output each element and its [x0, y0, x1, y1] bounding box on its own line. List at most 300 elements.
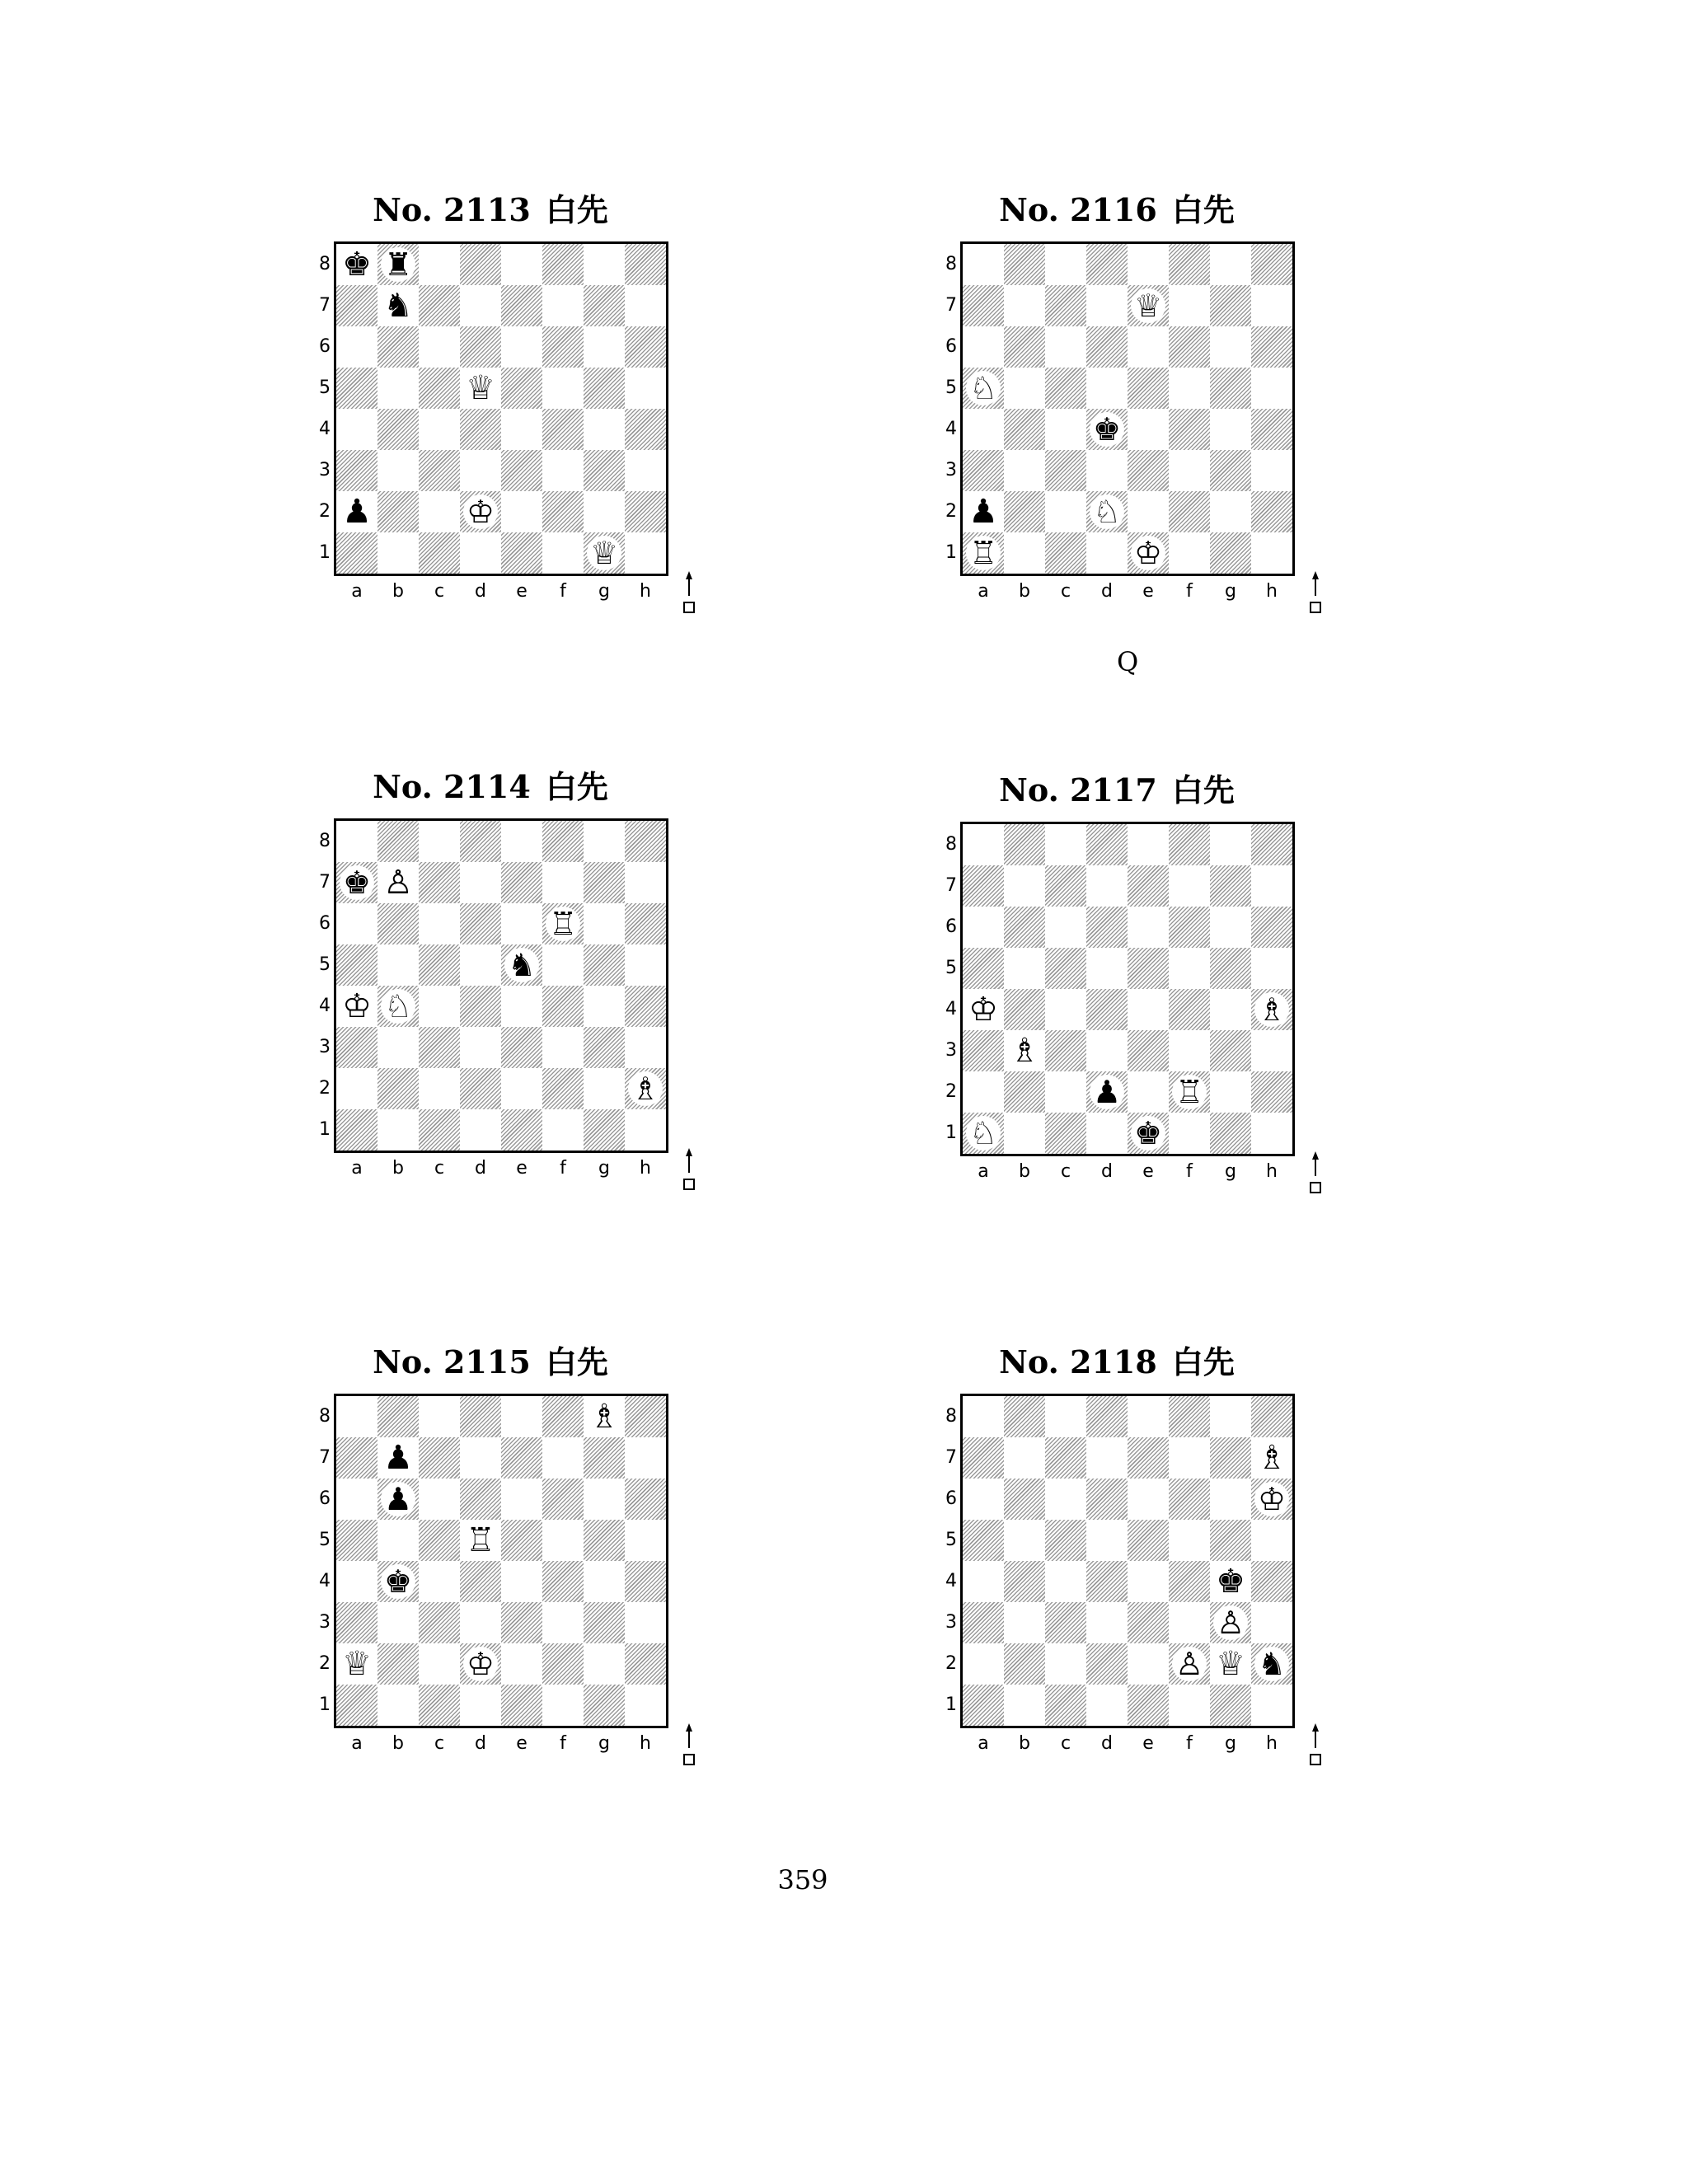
square-b8: [377, 1396, 419, 1437]
square-g7: [1210, 1437, 1251, 1479]
square-f4: [542, 986, 584, 1027]
file-label: e: [516, 1733, 528, 1754]
chess-board: [945, 1394, 1295, 1754]
square-h3: [1251, 1030, 1292, 1071]
file-label: f: [1186, 1161, 1193, 1182]
square-f5: [1169, 948, 1210, 989]
chess-board: [319, 241, 668, 602]
diagram-title: [334, 766, 647, 808]
white-pawn-icon: ♙: [383, 864, 413, 902]
rank-label: 1: [945, 1694, 957, 1715]
square-f6: [1169, 1479, 1210, 1520]
square-b6: [377, 326, 419, 368]
square-f7: [1169, 285, 1210, 326]
rank-label: 7: [319, 872, 331, 893]
square-b2: [377, 491, 419, 532]
square-g3: [584, 1602, 625, 1643]
square-g8: [1210, 824, 1251, 865]
rank-label: 3: [319, 1037, 331, 1057]
file-label: b: [392, 581, 404, 602]
file-label: c: [1060, 1733, 1071, 1754]
square-a5: [336, 944, 377, 986]
square-h8: [625, 821, 666, 862]
rank-label: 6: [319, 1488, 331, 1509]
square-c2: [419, 491, 460, 532]
chess-board: [945, 822, 1295, 1182]
square-b7: [1004, 865, 1045, 907]
square-h7: [625, 862, 666, 903]
white-king-icon: ♔: [342, 987, 372, 1025]
square-f1: [1169, 1685, 1210, 1726]
file-label: h: [640, 1158, 651, 1179]
square-h8: [1251, 1396, 1292, 1437]
square-g3: [584, 1027, 625, 1068]
square-f5: [542, 1520, 584, 1561]
square-h6: [625, 1479, 666, 1520]
file-label: h: [640, 1733, 651, 1754]
square-d8: [460, 821, 501, 862]
square-b2: [1004, 491, 1045, 532]
white-king-icon: ♔: [463, 494, 498, 529]
square-d3: [1086, 1030, 1128, 1071]
white-to-move-icon: [1307, 1722, 1324, 1771]
white-rook-icon: ♖: [1172, 1075, 1207, 1109]
rank-label: 4: [319, 1571, 331, 1591]
square-h6: [625, 903, 666, 944]
rank-label: 8: [319, 1406, 331, 1427]
problem-number: No. 2118: [999, 1343, 1157, 1380]
square-c8: [419, 821, 460, 862]
file-label: d: [1101, 1733, 1113, 1754]
square-g1: [1210, 532, 1251, 574]
square-d1: [460, 1685, 501, 1726]
side-to-move: 白先: [1171, 1344, 1235, 1380]
square-f4: [1169, 1561, 1210, 1602]
rank-label: 1: [319, 1119, 331, 1140]
square-h5: [625, 944, 666, 986]
square-d6: [460, 1479, 501, 1520]
square-b7: [1004, 1437, 1045, 1479]
square-e4: [501, 986, 542, 1027]
white-bishop-icon: ♗: [589, 1398, 619, 1436]
square-e5: [1128, 948, 1169, 989]
square-h6: [625, 326, 666, 368]
square-d8: [460, 1396, 501, 1437]
side-to-move: 白先: [1171, 772, 1235, 808]
square-d3: [1086, 1602, 1128, 1643]
square-d5: [460, 944, 501, 986]
black-king-icon: ♚: [381, 1564, 415, 1599]
square-h6: [1251, 1479, 1292, 1520]
square-a7: [336, 1437, 377, 1479]
square-f2: [542, 491, 584, 532]
square-f6: [542, 326, 584, 368]
square-b2: [1004, 1643, 1045, 1685]
square-f2: [1169, 1643, 1210, 1685]
square-g4: [1210, 409, 1251, 450]
square-h2: [625, 1643, 666, 1685]
rank-label: 1: [945, 1122, 957, 1143]
square-c7: [419, 862, 460, 903]
rank-label: 2: [945, 501, 957, 522]
square-e3: [501, 1027, 542, 1068]
square-g8: [584, 1396, 625, 1437]
square-e7: [1128, 285, 1169, 326]
file-label: a: [978, 581, 989, 602]
square-b3: [377, 450, 419, 491]
file-label: d: [475, 1158, 486, 1179]
square-e8: [501, 821, 542, 862]
square-b8: [1004, 244, 1045, 285]
square-b5: [1004, 368, 1045, 409]
square-d4: [460, 1561, 501, 1602]
square-g4: [584, 986, 625, 1027]
white-bishop-icon: ♗: [1010, 1032, 1039, 1070]
square-c8: [1045, 824, 1086, 865]
white-to-move-icon: [681, 1146, 697, 1196]
square-h4: [625, 409, 666, 450]
square-c3: [1045, 450, 1086, 491]
square-e5: [1128, 1520, 1169, 1561]
square-b5: [377, 944, 419, 986]
square-e1: [1128, 1685, 1169, 1726]
square-g1: [584, 532, 625, 574]
black-king-icon: ♚: [1216, 1563, 1245, 1601]
square-c8: [1045, 1396, 1086, 1437]
square-c6: [419, 903, 460, 944]
black-knight-icon: ♞: [1254, 1647, 1289, 1681]
square-d3: [460, 1027, 501, 1068]
rank-label: 4: [319, 996, 331, 1016]
square-g8: [584, 244, 625, 285]
black-knight-icon: ♞: [504, 948, 539, 982]
white-pawn-icon: ♙: [1172, 1647, 1207, 1681]
square-d5: [1086, 368, 1128, 409]
square-c6: [1045, 907, 1086, 948]
file-label: a: [351, 1733, 363, 1754]
file-label: d: [1101, 1161, 1113, 1182]
square-f2: [542, 1068, 584, 1109]
square-e2: [501, 1643, 542, 1685]
square-d8: [1086, 1396, 1128, 1437]
square-a3: [963, 450, 1004, 491]
square-a1: [336, 1685, 377, 1726]
square-h5: [1251, 368, 1292, 409]
file-label: a: [351, 581, 363, 602]
square-g3: [1210, 1030, 1251, 1071]
square-g7: [584, 862, 625, 903]
square-f5: [1169, 368, 1210, 409]
square-h4: [625, 986, 666, 1027]
square-a7: [336, 285, 377, 326]
file-label: b: [1019, 581, 1030, 602]
square-d8: [1086, 244, 1128, 285]
square-c2: [1045, 1071, 1086, 1113]
square-f8: [542, 821, 584, 862]
square-b3: [377, 1027, 419, 1068]
square-b8: [1004, 824, 1045, 865]
square-f4: [542, 1561, 584, 1602]
square-f3: [542, 1602, 584, 1643]
square-h8: [625, 244, 666, 285]
square-a1: [963, 532, 1004, 574]
square-c4: [1045, 1561, 1086, 1602]
square-c7: [1045, 285, 1086, 326]
file-label: g: [598, 581, 610, 602]
square-g3: [584, 450, 625, 491]
square-c6: [419, 326, 460, 368]
square-e4: [501, 1561, 542, 1602]
square-h7: [1251, 865, 1292, 907]
square-a2: [963, 1071, 1004, 1113]
square-a8: [963, 1396, 1004, 1437]
square-g7: [584, 285, 625, 326]
square-f7: [1169, 865, 1210, 907]
square-e4: [1128, 409, 1169, 450]
square-e5: [501, 368, 542, 409]
square-e8: [501, 1396, 542, 1437]
square-h8: [1251, 824, 1292, 865]
square-e8: [1128, 1396, 1169, 1437]
square-a1: [336, 1109, 377, 1151]
square-f5: [542, 944, 584, 986]
square-b6: [1004, 907, 1045, 948]
rank-label: 7: [945, 295, 957, 316]
square-b6: [1004, 1479, 1045, 1520]
square-d3: [460, 450, 501, 491]
square-d7: [1086, 865, 1128, 907]
square-g4: [584, 409, 625, 450]
square-f4: [1169, 989, 1210, 1030]
white-queen-icon: ♕: [1131, 288, 1165, 323]
square-e3: [1128, 1030, 1169, 1071]
diagram-6: [945, 1342, 1389, 1770]
square-b4: [1004, 989, 1045, 1030]
square-f5: [542, 368, 584, 409]
square-c7: [1045, 865, 1086, 907]
rank-label: 3: [945, 1612, 957, 1633]
square-g5: [584, 944, 625, 986]
square-d1: [460, 532, 501, 574]
square-b4: [377, 986, 419, 1027]
square-e3: [1128, 450, 1169, 491]
square-h6: [1251, 907, 1292, 948]
page-number: 359: [777, 1864, 828, 1896]
square-e7: [1128, 1437, 1169, 1479]
square-a3: [336, 1602, 377, 1643]
square-c3: [419, 1027, 460, 1068]
square-h6: [1251, 326, 1292, 368]
square-g5: [584, 1520, 625, 1561]
square-a4: [336, 986, 377, 1027]
square-a8: [336, 244, 377, 285]
square-d2: [460, 491, 501, 532]
black-king-icon: ♚: [1090, 412, 1124, 447]
square-c3: [419, 1602, 460, 1643]
square-a1: [963, 1685, 1004, 1726]
square-c3: [419, 450, 460, 491]
square-h8: [1251, 244, 1292, 285]
square-g3: [1210, 450, 1251, 491]
square-f3: [1169, 1602, 1210, 1643]
square-d2: [1086, 1643, 1128, 1685]
square-h5: [625, 368, 666, 409]
square-c5: [419, 944, 460, 986]
square-b2: [377, 1068, 419, 1109]
square-b7: [377, 862, 419, 903]
square-d2: [1086, 491, 1128, 532]
square-h3: [625, 450, 666, 491]
square-f1: [542, 532, 584, 574]
square-g4: [1210, 1561, 1251, 1602]
file-label: e: [516, 581, 528, 602]
square-f6: [1169, 326, 1210, 368]
square-h5: [1251, 948, 1292, 989]
diagram-4: [945, 770, 1389, 1198]
diagram-3: [319, 766, 762, 1195]
square-e1: [501, 1685, 542, 1726]
square-a6: [963, 1479, 1004, 1520]
file-label: b: [1019, 1733, 1030, 1754]
diagram-5: [319, 1342, 762, 1770]
square-f3: [542, 1027, 584, 1068]
rank-label: 6: [945, 916, 957, 937]
rank-label: 5: [945, 958, 957, 978]
square-a4: [336, 409, 377, 450]
square-f8: [1169, 244, 1210, 285]
square-d4: [460, 986, 501, 1027]
square-e6: [501, 1479, 542, 1520]
problem-number: No. 2115: [373, 1343, 531, 1380]
black-pawn-icon: ♟: [968, 493, 998, 531]
square-e2: [501, 491, 542, 532]
square-d1: [460, 1109, 501, 1151]
square-f7: [542, 285, 584, 326]
square-g7: [584, 1437, 625, 1479]
square-c3: [1045, 1030, 1086, 1071]
square-b4: [1004, 1561, 1045, 1602]
square-c1: [1045, 532, 1086, 574]
square-a8: [336, 821, 377, 862]
square-b1: [1004, 532, 1045, 574]
diagram-title: [960, 770, 1273, 811]
square-a6: [336, 326, 377, 368]
white-pawn-icon: ♙: [1213, 1605, 1248, 1640]
file-label: b: [392, 1733, 404, 1754]
square-c1: [419, 1685, 460, 1726]
square-g6: [584, 903, 625, 944]
file-label: e: [516, 1158, 528, 1179]
square-e5: [501, 944, 542, 986]
file-label: h: [1266, 1161, 1278, 1182]
square-c2: [419, 1643, 460, 1685]
square-h4: [1251, 989, 1292, 1030]
file-label: g: [598, 1733, 610, 1754]
rank-label: 6: [945, 336, 957, 357]
square-c4: [419, 409, 460, 450]
square-b1: [377, 532, 419, 574]
diagram-title: [960, 1342, 1273, 1383]
square-g8: [1210, 244, 1251, 285]
square-g6: [584, 326, 625, 368]
square-e1: [501, 1109, 542, 1151]
square-b6: [377, 1479, 419, 1520]
chess-board: [945, 241, 1295, 602]
file-label: e: [1142, 1161, 1154, 1182]
square-g2: [584, 1068, 625, 1109]
square-h5: [1251, 1520, 1292, 1561]
square-b5: [377, 368, 419, 409]
file-label: g: [1225, 1733, 1236, 1754]
black-king-icon: ♚: [1131, 1116, 1165, 1151]
square-a6: [336, 1479, 377, 1520]
file-label: f: [560, 581, 566, 602]
square-c5: [419, 368, 460, 409]
diagram-title: [334, 1342, 647, 1383]
square-f8: [1169, 824, 1210, 865]
square-d7: [460, 285, 501, 326]
square-c3: [1045, 1602, 1086, 1643]
square-h1: [1251, 532, 1292, 574]
square-f8: [542, 244, 584, 285]
square-b2: [377, 1643, 419, 1685]
chess-board: [319, 1394, 668, 1754]
square-d7: [460, 1437, 501, 1479]
square-a3: [336, 1027, 377, 1068]
square-b3: [1004, 1030, 1045, 1071]
file-label: f: [1186, 1733, 1193, 1754]
square-c6: [1045, 1479, 1086, 1520]
problem-number: No. 2116: [999, 191, 1157, 228]
rank-label: 2: [319, 501, 331, 522]
file-label: d: [475, 581, 486, 602]
square-c5: [1045, 1520, 1086, 1561]
square-c2: [1045, 1643, 1086, 1685]
rank-label: 8: [945, 254, 957, 274]
white-king-icon: ♔: [1131, 536, 1165, 570]
square-d7: [460, 862, 501, 903]
square-a2: [963, 1643, 1004, 1685]
square-c5: [1045, 368, 1086, 409]
white-to-move-icon: [681, 1722, 697, 1771]
square-g7: [1210, 865, 1251, 907]
square-a5: [963, 368, 1004, 409]
square-d5: [1086, 1520, 1128, 1561]
square-b1: [1004, 1685, 1045, 1726]
chess-board: [319, 818, 668, 1179]
square-e3: [501, 1602, 542, 1643]
file-label: h: [640, 581, 651, 602]
white-bishop-icon: ♗: [1257, 1439, 1287, 1477]
file-label: g: [1225, 581, 1236, 602]
file-label: f: [1186, 581, 1193, 602]
square-g5: [1210, 368, 1251, 409]
square-c2: [1045, 491, 1086, 532]
rank-label: 7: [945, 875, 957, 896]
diagram-1: [319, 190, 762, 618]
white-rook-icon: ♖: [546, 907, 580, 941]
white-queen-icon: ♕: [466, 369, 495, 407]
file-label: e: [1142, 581, 1154, 602]
square-e6: [1128, 907, 1169, 948]
square-b8: [377, 244, 419, 285]
square-b1: [377, 1109, 419, 1151]
white-to-move-icon: [681, 569, 697, 619]
square-c7: [419, 1437, 460, 1479]
rank-label: 4: [319, 419, 331, 439]
side-to-move: 白先: [545, 769, 608, 805]
square-c1: [419, 1109, 460, 1151]
